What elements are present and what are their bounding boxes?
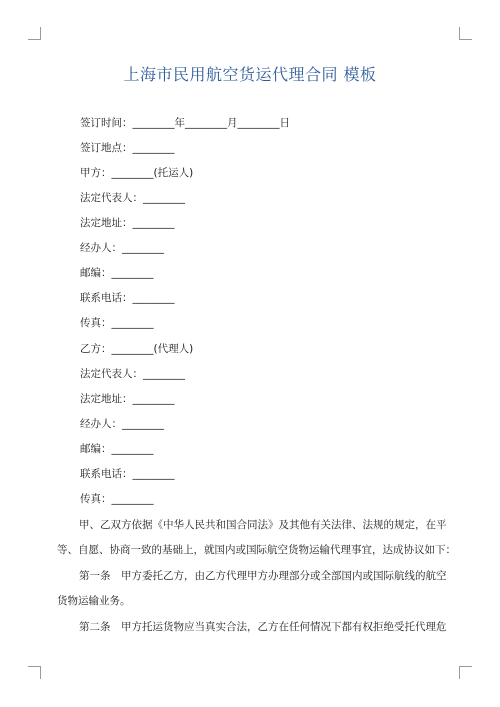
field-party-b-legal-rep: 法定代表人：________	[80, 368, 185, 380]
paragraph-preamble-line-2: 等、自愿、协商一致的基础上，就国内或国际航空货物运输代理事宜，达成协议如下：	[57, 544, 456, 556]
field-party-a-phone: 联系电话：________	[80, 292, 175, 304]
field-party-a: 甲方：________(托运人)	[80, 167, 194, 179]
field-party-a-address: 法定地址：________	[80, 217, 175, 229]
field-party-a-fax: 传真：________	[80, 317, 154, 329]
field-party-a-legal-rep: 法定代表人：________	[80, 192, 185, 204]
field-party-b-fax: 传真：________	[80, 493, 154, 505]
crop-mark-bottom-left	[28, 666, 41, 679]
paragraph-article-2-line-1: 第二条 甲方托运货物应当真实合法，乙方在任何情况下都有权拒绝受托代理危	[79, 621, 447, 633]
paragraph-article-1-line-2: 货物运输业务。	[57, 595, 131, 607]
paragraph-article-1-line-1: 第一条 甲方委托乙方，由乙方代理甲方办理部分或全部国内或国际航线的航空	[79, 570, 447, 582]
field-party-a-agent: 经办人：________	[80, 242, 164, 254]
field-party-b-postcode: 邮编：________	[80, 443, 154, 455]
field-party-b: 乙方：________(代理人)	[80, 343, 194, 355]
crop-mark-top-right	[459, 27, 472, 40]
paragraph-preamble-line-1: 甲、乙双方依据《中华人民共和国合同法》及其他有关法律、法规的规定，在平	[79, 519, 447, 531]
field-party-b-agent: 经办人：________	[80, 418, 164, 430]
field-party-b-phone: 联系电话：________	[80, 468, 175, 480]
field-party-a-postcode: 邮编：________	[80, 267, 154, 279]
field-party-b-address: 法定地址：________	[80, 393, 175, 405]
field-signing-place: 签订地点：________	[80, 142, 175, 154]
field-signing-date: 签订时间：________年________月________日	[80, 117, 290, 129]
crop-mark-bottom-right	[459, 666, 472, 679]
crop-mark-top-left	[28, 27, 41, 40]
document-title: 上海市民用航空货运代理合同 模板	[123, 65, 377, 84]
